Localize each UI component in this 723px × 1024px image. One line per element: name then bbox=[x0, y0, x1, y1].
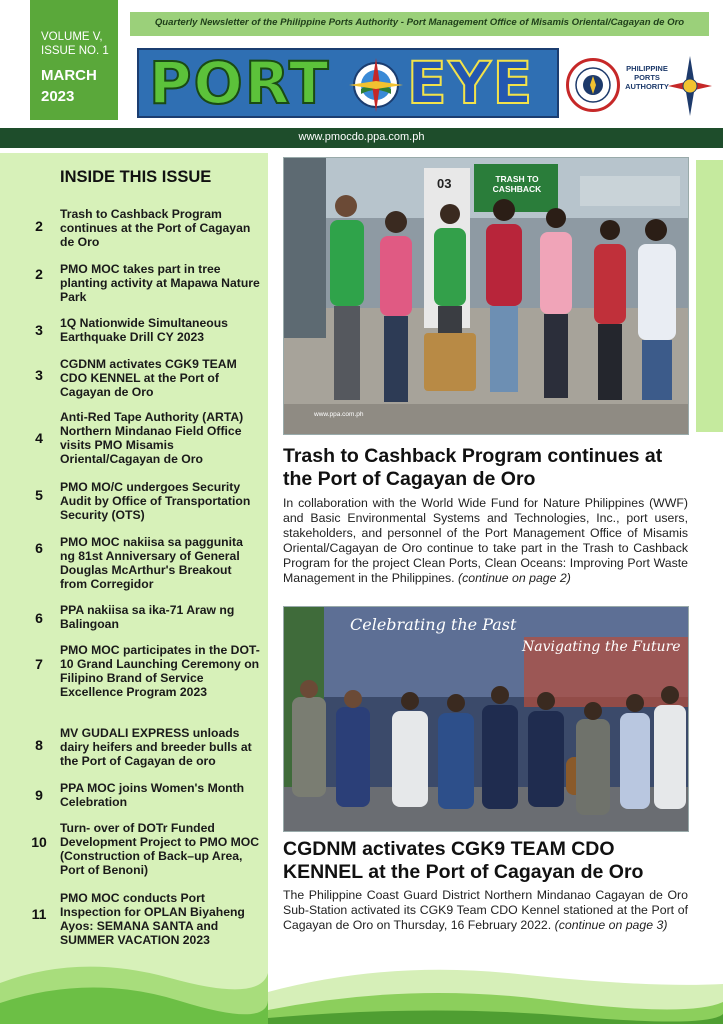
issue-year: 2023 bbox=[41, 88, 75, 105]
toc-page-number: 2 bbox=[35, 218, 43, 234]
toc-page-number: 2 bbox=[35, 266, 43, 282]
issue-label: ISSUE NO. 1 bbox=[41, 45, 109, 57]
issue-month: MARCH bbox=[41, 67, 97, 84]
toc-item-title: PMO MO/C undergoes Security Audit by Office of Transportation Security (OTS) bbox=[60, 480, 251, 522]
toc-item-title: MV GUDALI EXPRESS unloads dairy heifers and breeder bulls at the Port of Cagayan de oro bbox=[60, 726, 252, 768]
toc-page-number: 6 bbox=[35, 540, 43, 556]
bottom-wave-decoration bbox=[268, 952, 723, 1024]
inside-this-issue-heading: INSIDE THIS ISSUE bbox=[60, 168, 212, 186]
volume-label: VOLUME V, bbox=[41, 31, 103, 43]
article1-headline: Trash to Cashback Program continues at the Port of Cagayan de Oro bbox=[283, 445, 663, 490]
toc-list bbox=[0, 0, 268, 1024]
website-url[interactable]: www.pmocdo.ppa.com.ph bbox=[298, 131, 425, 143]
dotr-seal-icon bbox=[566, 58, 620, 112]
toc-page-number: 5 bbox=[35, 487, 43, 503]
toc-item-title: PMO MOC nakiisa sa paggunita ng 81st Anniversary of General Douglas McArthur's Breakout from Corregidor bbox=[60, 535, 243, 591]
toc-item-title: PMO MOC participates in the DOT- 10 Grand Launching Ceremony on Filipino Brand of Service Excellence Program 2023 bbox=[60, 643, 260, 699]
article1-body bbox=[283, 496, 688, 586]
toc-item-title: PMO MOC takes part in tree planting activity at Mapawa Nature Park bbox=[60, 262, 260, 304]
right-accent-bar bbox=[696, 160, 723, 432]
toc-page-number: 7 bbox=[35, 656, 43, 672]
toc-item-title: Trash to Cashback Program continues at the Port of Cagayan de Oro bbox=[60, 207, 251, 249]
photo-footer-url: www.ppa.com.ph bbox=[314, 411, 364, 418]
logo-word-port: PORT bbox=[149, 49, 331, 117]
banner-left-text: Celebrating the Past bbox=[350, 615, 517, 634]
trash-to-cashback-photo bbox=[283, 157, 689, 435]
toc-item-title: CGDNM activates CGK9 TEAM CDO KENNEL at the Port of Cagayan de Oro bbox=[60, 357, 237, 399]
article1-body-text: In collaboration with the World Wide Fund for Nature Philippines (WWF) and Basic Environmental Systems and Technologies, Inc., port users, stakeholders, and personnel of the Port Management Office of Misamis Oriental/Cagayan de Oro continue to take part in the Trash to Cashback Program for the project Clean Ports, Clean Oceans: Improving Port Waste Management in the Philippines. bbox=[283, 496, 688, 585]
photo-sign-text: TRASH TO CASHBACK bbox=[492, 174, 542, 194]
banner-right-text: Navigating the Future bbox=[522, 639, 681, 655]
compass-icon bbox=[347, 56, 405, 114]
toc-page-number: 6 bbox=[35, 610, 43, 626]
toc-item-title: PPA nakiisa sa ika-71 Araw ng Balingoan bbox=[60, 603, 235, 631]
toc-item-title: PPA MOC joins Women's Month Celebration bbox=[60, 781, 245, 809]
toc-page-number: 11 bbox=[31, 906, 47, 922]
toc-page-number: 3 bbox=[35, 367, 43, 383]
article2-continue-link[interactable]: (continue on page 3) bbox=[554, 918, 668, 932]
cgk9-kennel-photo bbox=[283, 606, 689, 832]
toc-page-number: 9 bbox=[35, 787, 43, 803]
toc-item-title: 1Q Nationwide Simultaneous Earthquake Drill CY 2023 bbox=[60, 316, 228, 344]
article2-body-text: The Philippine Coast Guard District Northern Mindanao Cagayan de Oro Sub-Station activated its CGK9 Team CDO Kennel stationed at the Port of Cagayan de Oro on Thursday, 16 February 2022. bbox=[283, 888, 688, 932]
toc-page-number: 8 bbox=[35, 737, 43, 753]
toc-item-title: Turn- over of DOTr Funded Development Project to PMO MOC (Construction of Back–up Area, Port of Benoni) bbox=[60, 821, 260, 877]
toc-page-number: 10 bbox=[31, 834, 47, 850]
ppa-compass-icon bbox=[668, 56, 712, 116]
ppa-logo-text: PHILIPPINE PORTS AUTHORITY bbox=[625, 64, 669, 91]
toc-page-number: 4 bbox=[35, 430, 43, 446]
logo-word-eye: EYE bbox=[407, 49, 535, 117]
photo-sign-number: 03 bbox=[437, 176, 452, 191]
toc-item-title: Anti-Red Tape Authority (ARTA) Northern Mindanao Field Office visits PMO Misamis Oriental/Cagayan de Oro bbox=[60, 410, 244, 466]
toc-page-number: 3 bbox=[35, 322, 43, 338]
article2-body bbox=[283, 888, 688, 933]
article2-headline: CGDNM activates CGK9 TEAM CDO KENNEL at the Port of Cagayan de Oro bbox=[283, 838, 644, 883]
toc-item-title: PMO MOC conducts Port Inspection for OPLAN Biyaheng Ayos: SEMANA SANTA and SUMMER VACATION 2023 bbox=[60, 891, 245, 947]
newsletter-tagline: Quarterly Newsletter of the Philippine Ports Authority - Port Management Office of Misamis Oriental/Cagayan de Oro bbox=[154, 17, 685, 28]
article1-continue-link[interactable]: (continue on page 2) bbox=[458, 571, 571, 585]
